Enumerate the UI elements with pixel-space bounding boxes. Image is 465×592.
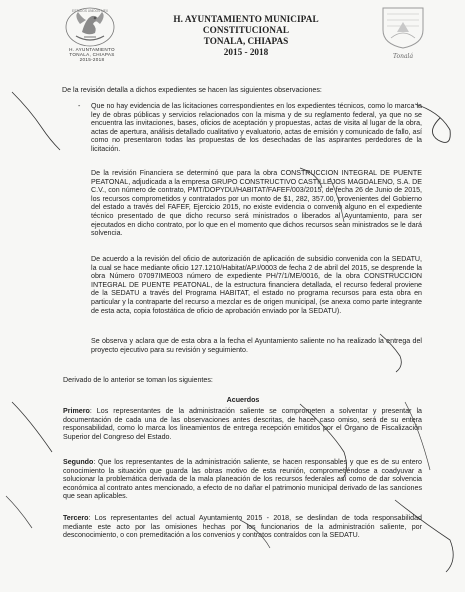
coat-of-arms-seal-icon [62, 6, 118, 48]
agreement-third [63, 514, 422, 540]
svg-text:ESTADOS UNIDOS MEX: ESTADOS UNIDOS MEX [71, 9, 109, 13]
letterhead-line-1: H. AYUNTAMIENTO MUNICIPAL CONSTITUCIONAL [173, 14, 319, 35]
intro-paragraph: De la revisión detalla a dichos expedientes se hacen las siguientes observaciones: [62, 86, 322, 94]
municipal-logo-icon [377, 4, 429, 50]
seal-left-caption [52, 47, 132, 63]
agreement-third-text: : Los representantes del actual Ayuntamiento 2015 - 2018, se deslindan de toda responsabilidad mediante este acto por las omisiones hechas por los funcionarios de la administración saliente, por desconocimiento, o con premeditación a los convenios y contratos contraídos con la SEDATU. [63, 514, 422, 540]
letterhead-line-2: TONALA, CHIAPAS [203, 36, 289, 46]
agreement-first [63, 407, 422, 441]
agreement-first-text: : Los representantes de la administración saliente se comprometen a solventar y presentar la documentación de cada una de las observaciones antes descritas, de hacer caso omiso, será de su entera responsabilidad, como lo marca los lineamientos de entrega recepción emitidos por el Órgano de Fiscalización Superior del Congreso del Estado. [63, 407, 422, 441]
letterhead-title [130, 14, 362, 58]
observation-paragraph-3: De acuerdo a la revisión del oficio de autorización de aplicación de subsidio convenida con la SEDATU, la cual se hace mediante oficio 127.1210/Habitat/AP.I/0003 de fecha 2 de abril del 2015, se desprende la obra Número 07097IME003 número de expediente PH/7/1/ME/0016, de la obra CONSTRUCCION INTEGRAL DE PUENTE PEATONAL, de la estructura financiera detallada, el recurso federal proviene de la SEDATU a través del Programa HABITAT, el estado no programa recursos para esta obra en particular y la contraparte del recurso a mezclar es de origen municipal, (se anexa como parte integrante de esta acta, copia fotostática de oficio de aprobación enviado por la SEDATU). [91, 255, 422, 315]
letterhead-line-3: 2015 - 2018 [223, 47, 269, 57]
seal-caption-line-2: TONALA, CHIAPAS [69, 52, 115, 58]
observation-paragraph-2: De la revisión Financiera se determinó que para la obra CONSTRUCCION INTEGRAL DE PUENTE PEATONAL, adjudicada a la empresa GRUPO CONSTRUCTIVO CASTILLEJOS MAGDALENO, S.A. DE C.V., con número de contrato, PMT/DOPYDU/HABITAT/FAFEF/003/2015, de fecha 26 de Junio de 2015, los recursos comprometidos y contratados por un monto de $1, 282, 357.00, provenientes del Gobierno del estado a través del FAFEF, Ejercicio 2015, no existe evidencia o convenio alguno en el expediente técnico presentado de que dicho recurso será ministrados o liberados al Ayuntamiento, para ser ejecutados en dicho contrato, por lo que en el momento que dichos recursos sean ministrados se le dará solvencia. [91, 169, 422, 238]
agreement-third-label: Tercero [63, 514, 89, 522]
seal-caption-line-3: 2015-2018 [79, 57, 105, 63]
pen-stroke [12, 92, 60, 150]
municipal-logo-caption: Tonalá [392, 53, 414, 60]
seal-caption-line-1: H. AYUNTAMIENTO [69, 47, 115, 52]
agreement-second-text: : Que los representantes de la administración saliente, se hacen responsables y que es de su entero conocimiento la situación que guarda las obras motivo de esta reunión, comprometiéndose a coadyuvar a solucionar la problemática derivada de la mala planeación de los recursos federales así como de dar solvencia económica al contrato antes mencionado, a efecto de no dañar el patrimonio municipal derivado de las sanciones que sean aplicables. [63, 458, 422, 501]
agreement-second-label: Segundo [63, 458, 94, 466]
observation-paragraph-4: Se observa y aclara que de esta obra a la fecha el Ayuntamiento saliente no ha realizado la entrega del proyecto ejecutivo para su revisión y seguimiento. [91, 337, 422, 354]
pen-stroke [6, 496, 32, 528]
pen-stroke [12, 402, 52, 452]
derived-paragraph: Derivado de lo anterior se toman los siguientes: [63, 376, 213, 384]
agreement-first-label: Primero [63, 407, 90, 415]
bullet-dash: - [78, 103, 81, 110]
agreement-second [63, 458, 422, 501]
observation-paragraph-1: Que no hay evidencia de las licitaciones correspondientes en los expedientes técnicos, como lo marca la ley de obras públicas y servicios relacionados con la misma y de su reglamento federal, ya que no se encuentra las invitaciones, bases, oficios de aceptación y propuestas, actas de visita al lugar de la obra, actas de apertura, análisis detallado cualitativo y evaluatorio, actas de emisión y comunicado de fallo, así como no presentaron todas las propuestas de los desechadas de las aspirantes perdedores de la licitación. [91, 102, 422, 153]
acuerdos-heading: Acuerdos [226, 396, 260, 404]
